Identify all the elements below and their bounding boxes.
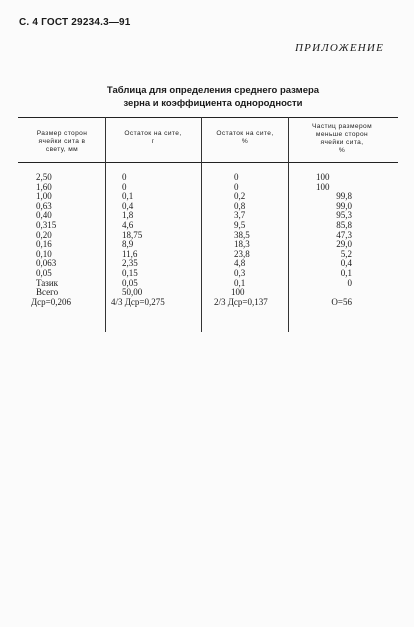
table-cell: 1,00: [36, 191, 52, 202]
table-cell: 0,05: [122, 277, 138, 288]
table-cell: 0: [122, 172, 127, 182]
column-finer-percent: [300, 173, 352, 307]
table-cell: 85,8: [336, 219, 352, 230]
column-divider-2: [201, 117, 202, 332]
table-cell: 0: [234, 172, 239, 182]
header-sieve-size: Размер сторон ячейки сита в свету, мм: [36, 130, 88, 153]
table-cell: 18,3: [234, 239, 250, 250]
table-title-line-1: Таблица для определения среднего размера: [106, 85, 320, 96]
table-top-rule: [18, 117, 398, 118]
table-cell: 18,75: [122, 229, 143, 240]
document-header: С. 4 ГОСТ 29234.3—91: [19, 17, 131, 28]
table-cell: 8,9: [122, 239, 134, 250]
table-cell: 0: [347, 277, 352, 288]
table-cell: 23,8: [234, 248, 250, 259]
table-cell: 50,00: [122, 287, 143, 298]
table-cell: Всего: [36, 287, 59, 298]
table-cell: 0,4: [122, 200, 134, 211]
table-cell: 100: [231, 287, 245, 298]
table-cell: Тазик: [36, 277, 59, 288]
table-cell: 1,8: [122, 210, 134, 221]
table-cell: 0,1: [122, 191, 134, 202]
table-cell: 0,10: [36, 248, 52, 259]
table-cell: 99,8: [336, 191, 352, 202]
table-cell: Дср=0,206: [31, 296, 71, 307]
table-cell: О=56: [331, 296, 352, 307]
table-cell: 9,5: [234, 219, 246, 230]
table-cell: 0,1: [340, 267, 352, 278]
table-cell: 2,50: [36, 172, 52, 182]
header-residue-percent: Остаток на сите, %: [216, 130, 274, 145]
table-cell: 0,16: [36, 239, 52, 250]
table-cell: 0,63: [36, 200, 52, 211]
table-cell: 47,3: [336, 229, 352, 240]
table-cell: 3,7: [234, 210, 246, 221]
table-cell: 0,40: [36, 210, 52, 221]
table-cell: 0,063: [36, 258, 57, 269]
table-cell: 100: [316, 181, 330, 192]
table-header-rule: [18, 162, 398, 163]
table-cell: 4/3 Дср=0,275: [111, 296, 165, 307]
table-title-line-2: зерна и коэффициента однородности: [123, 98, 303, 109]
table-cell: 0,8: [234, 200, 246, 211]
table-cell: 2,35: [122, 258, 138, 269]
appendix-label: ПРИЛОЖЕНИЕ: [295, 42, 384, 54]
header-residue-grams: Остаток на сите, г: [124, 130, 182, 145]
table-cell: 0: [234, 181, 239, 192]
table-cell: 29,0: [336, 239, 352, 250]
table-cell: 0,3: [234, 267, 246, 278]
column-residue-grams: [111, 172, 165, 307]
table-cell: 5,2: [340, 248, 352, 259]
table-cell: 38,5: [234, 229, 250, 240]
column-sieve-size: [31, 172, 71, 307]
table-cell: 0,15: [122, 267, 138, 278]
table-cell: 11,6: [122, 248, 138, 259]
table-cell: 0: [122, 181, 127, 192]
column-divider-1: [105, 117, 106, 332]
table-cell: 95,3: [336, 210, 352, 221]
table-cell: 0,20: [36, 229, 52, 240]
table-cell: 0,1: [234, 277, 246, 288]
header-finer-percent: Частиц размером меньше сторон ячейки сита, %: [311, 123, 373, 154]
table-cell: 0,4: [340, 258, 352, 269]
table-cell: 2/3 Дср=0,137: [214, 296, 268, 307]
table-cell: 0,05: [36, 267, 52, 278]
table-cell: 100: [316, 172, 330, 182]
table-cell: 4,6: [122, 219, 134, 230]
table-cell: 0,315: [36, 219, 57, 230]
column-residue-percent: [214, 172, 268, 307]
table-cell: 4,8: [234, 258, 246, 269]
table-cell: 1,60: [36, 181, 52, 192]
table-cell: 99,0: [336, 200, 352, 211]
table-cell: 0,2: [234, 191, 246, 202]
